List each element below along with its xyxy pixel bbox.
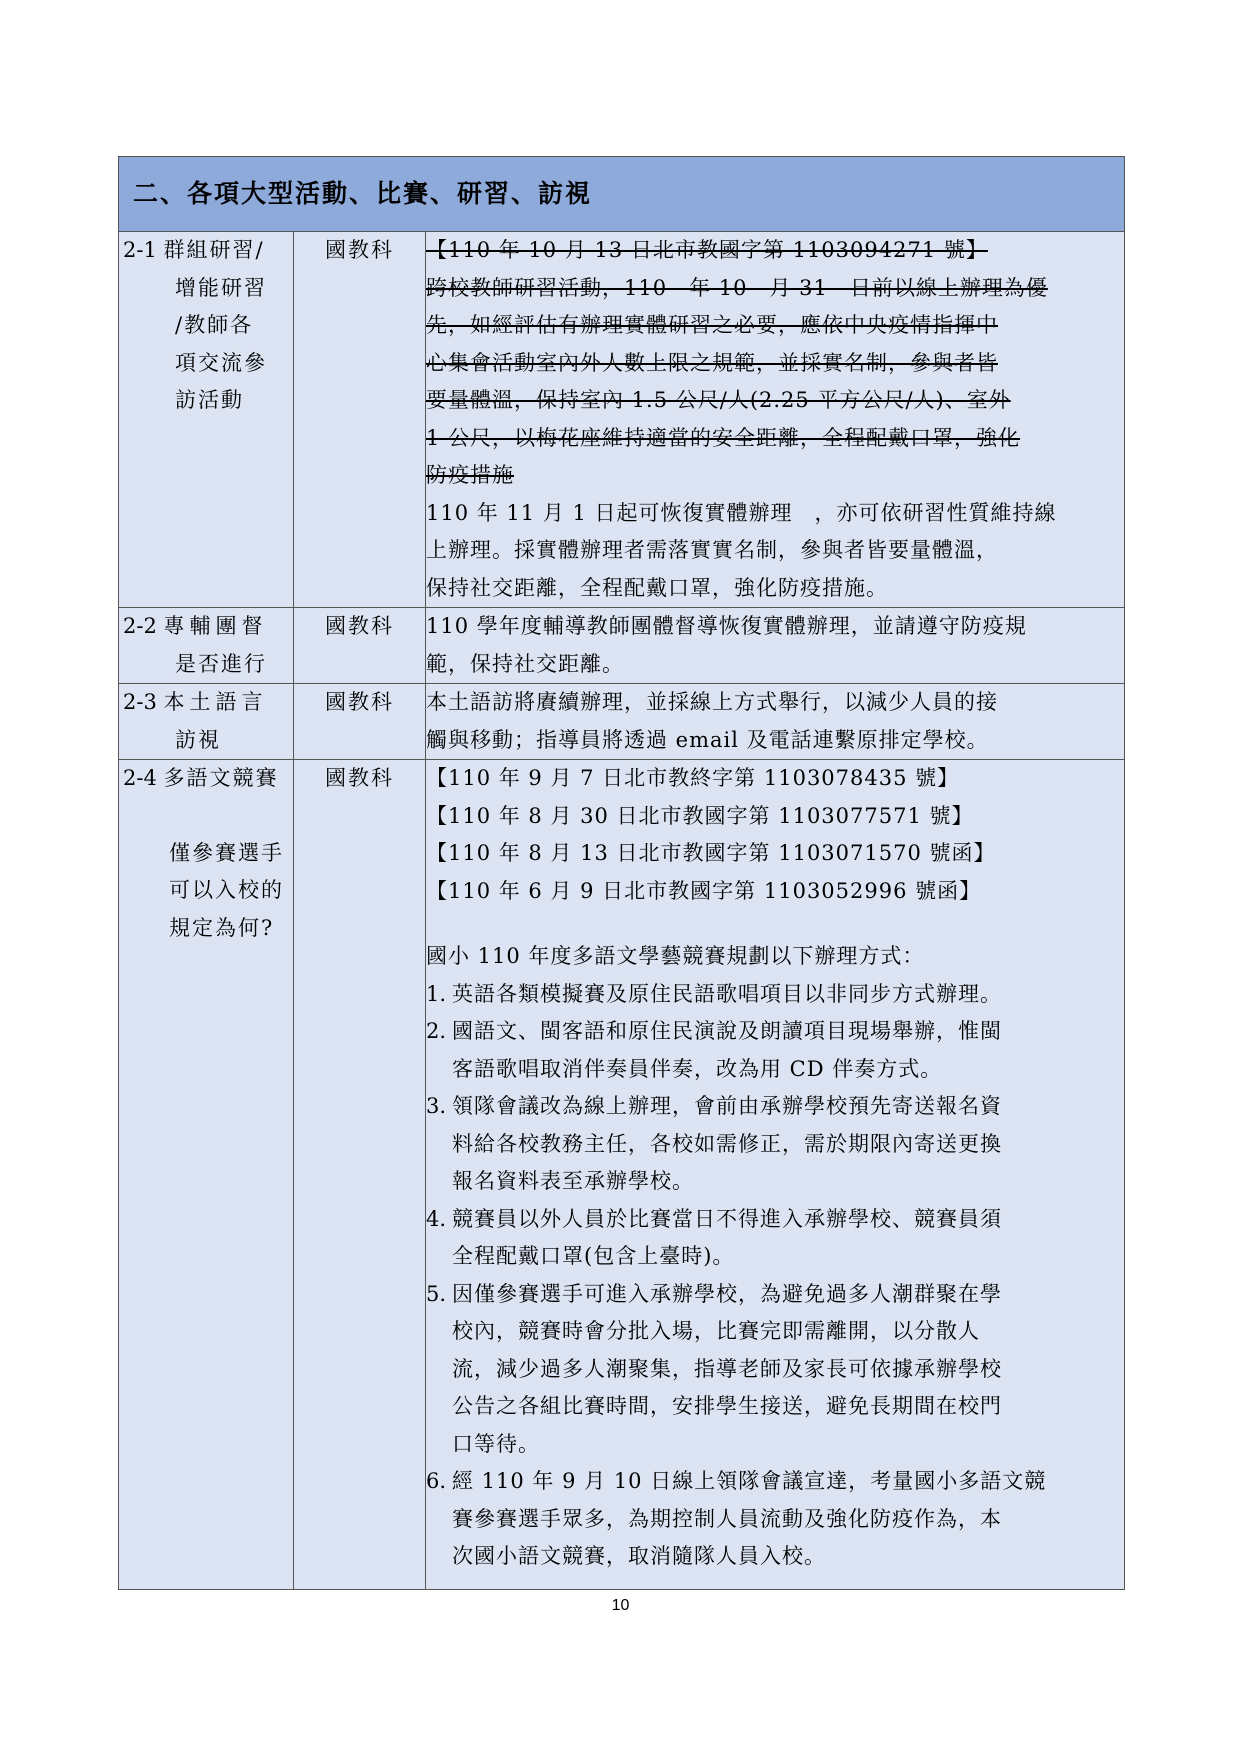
struck-line: 跨校教師研習活動，110 年 10 月 31 日前以線上辦理為優 xyxy=(426,275,1048,300)
list-number: 1. xyxy=(426,981,447,1006)
item-cell xyxy=(119,684,294,760)
item-line: 項交流參 xyxy=(175,350,267,375)
item-line: 可以入校的 xyxy=(169,878,284,902)
reference-line: 【110 年 8 月 30 日北市教國字第 1103077571 號】 xyxy=(426,803,974,828)
list-line: 料給各校教務主任，各校如需修正，需於期限內寄送更換 xyxy=(452,1131,1002,1156)
list-line: 次國小語文競賽，取消隨隊人員入校。 xyxy=(452,1544,826,1568)
struck-line: 心集會活動室內外人數上限之規範，並採實名制，參與者皆 xyxy=(426,350,998,375)
list-line: 流，減少過多人潮聚集，指導老師及家長可依據承辦學校 xyxy=(452,1356,1002,1381)
intro-line: 國小 110 年度多語文學藝競賽規劃以下辦理方式： xyxy=(426,944,925,968)
list-line: 口等待。 xyxy=(452,1431,540,1456)
item-id: 2-4 xyxy=(123,766,157,790)
list-item xyxy=(426,1013,1124,1088)
list-line: 競賽員以外人員於比賽當日不得進入承辦學校、競賽員須 xyxy=(452,1206,1002,1231)
table-row xyxy=(119,684,1125,760)
reference-line: 【110 年 6 月 9 日北市教國字第 1103052996 號函】 xyxy=(426,878,982,903)
table-row xyxy=(119,608,1125,684)
list-line: 領隊會議改為線上辦理，會前由承辦學校預先寄送報名資 xyxy=(452,1094,1002,1118)
section-title: 二、各項大型活動、比賽、研習、訪視 xyxy=(119,157,1125,232)
item-line: 本土語言 xyxy=(163,690,268,714)
table-row xyxy=(119,232,1125,608)
content-cell xyxy=(426,760,1125,1590)
item-line: 群組研習/ xyxy=(163,238,265,262)
page-number: 10 xyxy=(611,1597,630,1614)
activities-table xyxy=(118,156,1125,1590)
content-line: 110 年 11 月 1 日起可恢復實體辦理 ，亦可依研習性質維持線 xyxy=(426,500,1057,525)
list-line: 公告之各組比賽時間，安排學生接送，避免長期間在校門 xyxy=(452,1394,1002,1418)
item-head: 多語文競賽 xyxy=(163,766,279,790)
item-id: 2-3 xyxy=(123,690,157,714)
list-line: 國語文、閩客語和原住民演說及朗讀項目現場舉辦，惟閩 xyxy=(452,1019,1002,1043)
content-line: 保持社交距離，全程配戴口罩，強化防疫措施。 xyxy=(426,575,888,600)
reference-line: 【110 年 8 月 13 日北市教國字第 1103071570 號函】 xyxy=(426,841,996,865)
content-cell xyxy=(426,232,1125,608)
list-number: 6. xyxy=(426,1469,447,1493)
item-cell xyxy=(119,608,294,684)
list-item xyxy=(426,1463,1124,1576)
list-item xyxy=(426,1088,1124,1201)
list-line: 全程配戴口罩(包含上臺時)。 xyxy=(452,1244,735,1268)
struck-line: 1 公尺，以梅花座維持適當的安全距離，全程配戴口罩，強化 xyxy=(426,425,1021,450)
list-line: 報名資料表至承辦學校。 xyxy=(452,1169,694,1193)
table-row xyxy=(119,760,1125,1590)
item-line: 僅參賽選手 xyxy=(169,840,284,865)
section-header-row xyxy=(119,157,1125,232)
struck-line: 先，如經評估有辦理實體研習之必要，應依中央疫情指揮中 xyxy=(426,313,998,337)
content-cell xyxy=(426,684,1125,760)
item-id: 2-2 xyxy=(123,614,157,638)
dept-label: 國教科 xyxy=(325,690,394,714)
content-cell xyxy=(426,608,1125,684)
dept-cell xyxy=(294,608,426,684)
list-item xyxy=(426,1276,1124,1464)
item-id: 2-1 xyxy=(123,238,157,262)
content-line: 範，保持社交距離。 xyxy=(426,651,624,676)
item-line: 是否進行 xyxy=(175,651,267,676)
list-line: 校內，競賽時會分批入場，比賽完即需離開，以分散人 xyxy=(452,1319,980,1343)
dept-cell xyxy=(294,760,426,1590)
list-item xyxy=(426,976,1124,1014)
list-line: 因僅參賽選手可進入承辦學校，為避免過多人潮群聚在學 xyxy=(452,1281,1002,1306)
list-item xyxy=(426,1201,1124,1276)
content-line: 110 學年度輔導教師團體督導恢復實體辦理，並請遵守防疫規 xyxy=(426,614,1027,638)
item-cell xyxy=(119,232,294,608)
dept-cell xyxy=(294,232,426,608)
reference-line: 【110 年 9 月 7 日北市教終字第 1103078435 號】 xyxy=(426,766,960,790)
item-line: 增能研習 xyxy=(175,275,267,300)
dept-cell xyxy=(294,684,426,760)
list-number: 5. xyxy=(426,1281,447,1306)
dept-label: 國教科 xyxy=(325,614,394,638)
content-line: 本土語訪將賡續辦理，並採線上方式舉行，以減少人員的接 xyxy=(426,690,998,714)
item-line: /教師各 xyxy=(175,313,254,337)
item-line: 規定為何? xyxy=(169,915,275,940)
list-number: 3. xyxy=(426,1094,447,1118)
struck-line: 【110 年 10 月 13 日北市教國字第 1103094271 號】 xyxy=(426,238,988,262)
item-line: 訪視 xyxy=(175,727,221,752)
struck-line: 要量體溫，保持室內 1.5 公尺/人(2.25 平方公尺/人)、室外 xyxy=(426,388,1011,412)
item-line: 專輔團督 xyxy=(163,614,268,638)
list-number: 2. xyxy=(426,1019,447,1043)
list-line: 客語歌唱取消伴奏員伴奏，改為用 CD 伴奏方式。 xyxy=(452,1056,943,1081)
content-line: 上辦理。採實體辦理者需落實實名制，參與者皆要量體溫， xyxy=(426,538,998,562)
content-line: 觸與移動；指導員將透過 email 及電話連繫原排定學校。 xyxy=(426,727,989,752)
list-number: 4. xyxy=(426,1206,447,1231)
dept-label: 國教科 xyxy=(325,766,394,790)
dept-label: 國教科 xyxy=(325,238,394,262)
list-line: 英語各類模擬賽及原住民語歌唱項目以非同步方式辦理。 xyxy=(452,981,1002,1006)
item-cell xyxy=(119,760,294,1590)
list-line: 賽參賽選手眾多，為期控制人員流動及強化防疫作為，本 xyxy=(452,1506,1002,1531)
item-line: 訪活動 xyxy=(175,388,244,412)
struck-line: 防疫措施 xyxy=(426,463,514,487)
list-line: 經 110 年 9 月 10 日線上領隊會議宣達，考量國小多語文競 xyxy=(452,1469,1047,1493)
